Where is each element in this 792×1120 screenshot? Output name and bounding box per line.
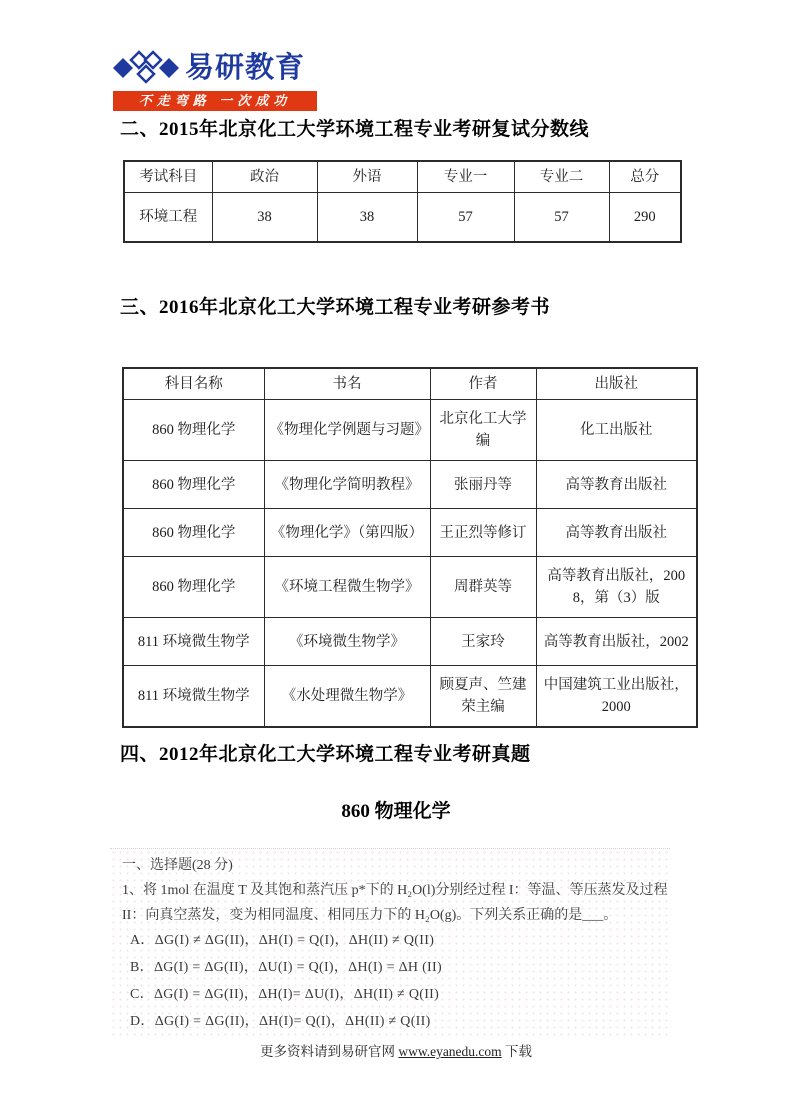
book-cell: 王家玲 bbox=[430, 618, 536, 666]
scanned-exam-image bbox=[110, 848, 670, 1038]
book-cell: 《物理化学》（第四版） bbox=[264, 509, 430, 557]
section-2-heading: 二、2015年北京化工大学环境工程专业考研复试分数线 bbox=[120, 119, 590, 140]
book-col-header: 出版社 bbox=[536, 368, 697, 400]
book-table-header-row bbox=[123, 368, 697, 400]
score-cell: 38 bbox=[317, 193, 417, 242]
book-table-row bbox=[123, 509, 697, 557]
exam-question-line: II：向真空蒸发，变为相同温度、相同压力下的 H₂O(g)。下列关系正确的是___。 bbox=[122, 908, 618, 923]
book-table-row bbox=[123, 461, 697, 509]
score-table-header-row bbox=[124, 161, 681, 193]
brand-logo bbox=[113, 48, 323, 111]
section-4-heading: 四、2012年北京化工大学环境工程专业考研真题 bbox=[120, 744, 531, 765]
book-cell: 860 物理化学 bbox=[123, 400, 264, 461]
score-cell: 57 bbox=[417, 193, 514, 242]
footer-text-suffix: 下载 bbox=[501, 1044, 533, 1059]
book-cell: 张丽丹等 bbox=[430, 461, 536, 509]
book-cell: 中国建筑工业出版社，2000 bbox=[536, 666, 697, 728]
brand-name: 易研教育 bbox=[185, 51, 306, 84]
book-table-row bbox=[123, 666, 697, 728]
book-col-header: 书名 bbox=[264, 368, 430, 400]
score-cell: 290 bbox=[609, 193, 681, 242]
diamonds-logo-icon bbox=[113, 48, 179, 88]
book-cell: 周群英等 bbox=[430, 557, 536, 618]
book-cell: 《环境工程微生物学》 bbox=[264, 557, 430, 618]
score-cell: 38 bbox=[212, 193, 317, 242]
book-cell: 860 物理化学 bbox=[123, 557, 264, 618]
footer-website-link[interactable]: www.eyanedu.com bbox=[398, 1044, 502, 1059]
book-cell: 高等教育出版社，2008，第（3）版 bbox=[536, 557, 697, 618]
book-cell: 《物理化学例题与习题》 bbox=[264, 400, 430, 461]
score-col-header: 总分 bbox=[609, 161, 681, 193]
reference-book-table bbox=[122, 367, 698, 728]
book-cell: 811 环境微生物学 bbox=[123, 666, 264, 728]
book-cell: 北京化工大学编 bbox=[430, 400, 536, 461]
book-cell: 高等教育出版社，2002 bbox=[536, 618, 697, 666]
book-table-row bbox=[123, 557, 697, 618]
exam-option-c: C．ΔG(I) = ΔG(II)，ΔH(I)= ΔU(I)，ΔH(II) ≠ Q(II) bbox=[130, 987, 440, 1002]
book-cell: 顾夏声、竺建荣主编 bbox=[430, 666, 536, 728]
exam-option-b: B．ΔG(I) = ΔG(II)，ΔU(I) = Q(I)，ΔH(I) = ΔH (II) bbox=[130, 960, 442, 975]
exam-section-heading: 一、选择题(28 分) bbox=[122, 858, 233, 873]
exam-option-a: A．ΔG(I) ≠ ΔG(II)，ΔH(I) = Q(I)，ΔH(II) ≠ Q(II) bbox=[130, 933, 435, 948]
book-cell: 811 环境微生物学 bbox=[123, 618, 264, 666]
book-cell: 高等教育出版社 bbox=[536, 509, 697, 557]
book-cell: 《环境微生物学》 bbox=[264, 618, 430, 666]
score-col-header: 外语 bbox=[317, 161, 417, 193]
book-cell: 高等教育出版社 bbox=[536, 461, 697, 509]
score-cell: 57 bbox=[514, 193, 609, 242]
book-cell: 860 物理化学 bbox=[123, 509, 264, 557]
exam-option-d: D．ΔG(I) = ΔG(II)，ΔH(I)= Q(I)，ΔH(II) ≠ Q(II) bbox=[130, 1014, 431, 1029]
book-cell: 《水处理微生物学》 bbox=[264, 666, 430, 728]
book-cell: 化工出版社 bbox=[536, 400, 697, 461]
book-cell: 860 物理化学 bbox=[123, 461, 264, 509]
book-cell: 王正烈等修订 bbox=[430, 509, 536, 557]
page-footer bbox=[0, 1040, 792, 1060]
score-col-header: 专业一 bbox=[417, 161, 514, 193]
score-col-header: 考试科目 bbox=[124, 161, 212, 193]
score-cell: 环境工程 bbox=[124, 193, 212, 242]
book-col-header: 科目名称 bbox=[123, 368, 264, 400]
section-3-heading: 三、2016年北京化工大学环境工程专业考研参考书 bbox=[120, 297, 551, 318]
book-col-header: 作者 bbox=[430, 368, 536, 400]
score-table-row bbox=[124, 193, 681, 242]
book-cell: 《物理化学简明教程》 bbox=[264, 461, 430, 509]
score-col-header: 政治 bbox=[212, 161, 317, 193]
exam-subject-subtitle: 860 物理化学 bbox=[341, 801, 451, 822]
score-col-header: 专业二 bbox=[514, 161, 609, 193]
exam-question-line: 1、将 1mol 在温度 T 及其饱和蒸汽压 p*下的 H₂O(l)分别经过程 I：等温、等压蒸发及过程 bbox=[122, 883, 668, 898]
score-table bbox=[123, 160, 682, 243]
footer-text-prefix: 更多资料请到易研官网 bbox=[259, 1044, 399, 1059]
book-table-row bbox=[123, 400, 697, 461]
book-table-row bbox=[123, 618, 697, 666]
brand-slogan: 不走弯路 一次成功 bbox=[113, 91, 317, 111]
